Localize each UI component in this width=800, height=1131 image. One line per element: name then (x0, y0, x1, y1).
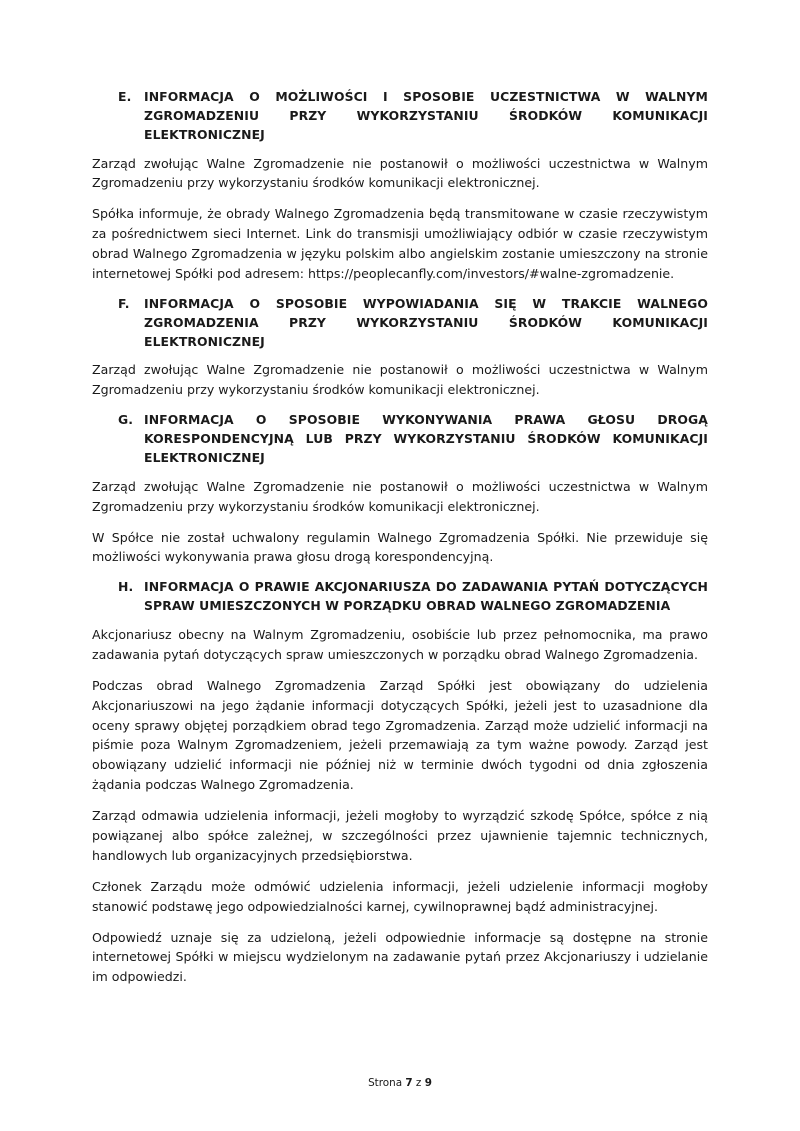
section-heading-g (92, 411, 708, 468)
section-heading-h (92, 578, 708, 616)
section-title-f: INFORMACJA O SPOSOBIE WYPOWIADANIA SIĘ W TRAKCIE WALNEGO ZGROMADZENIA PRZY WYKORZYSTANIU ŚRODKÓW KOMUNIKACJI ELEKTRONICZNEJ (144, 295, 708, 349)
paragraph-g-1: Zarząd zwołując Walne Zgromadzenie nie postanowił o możliwości uczestnictwa w Walnym Zgromadzeniu przy wykorzystaniu środków komunikacji elektronicznej. (92, 478, 708, 514)
footer-total-pages: 9 (424, 1077, 432, 1089)
section-heading-f (92, 295, 708, 352)
section-letter-h: H. (118, 579, 134, 595)
section-heading-e (92, 88, 708, 145)
footer-current-page: 7 (405, 1077, 413, 1089)
footer-separator: z (412, 1077, 425, 1089)
footer-prefix: Strona (368, 1077, 406, 1089)
section-letter-f: F. (118, 295, 130, 311)
paragraph-f-1: Zarząd zwołując Walne Zgromadzenie nie postanowił o możliwości uczestnictwa w Walnym Zgromadzeniu przy wykorzystaniu środków komunikacji elektronicznej. (92, 362, 708, 398)
paragraph-e-1: Zarząd zwołując Walne Zgromadzenie nie postanowił o możliwości uczestnictwa w Walnym Zgromadzeniu przy wykorzystaniu środków komunikacji elektronicznej. (92, 155, 708, 191)
paragraph-h-4: Członek Zarządu może odmówić udzielenia informacji, jeżeli udzielenie informacji mogłoby stanowić podstawę jego odpowiedzialności karnej, cywilnoprawnej bądź administracyjnej. (92, 878, 708, 914)
paragraph-h-2: Podczas obrad Walnego Zgromadzenia Zarząd Spółki jest obowiązany do udzielenia Akcjonariuszowi na jego żądanie informacji dotyczących Spółki, jeżeli jest to uzasadnione dla oceny sprawy objętej porządkiem obrad tego Zgromadzenia. Zarząd może udzielić informacji na piśmie poza Walnym Zgromadzeniem, jeżeli przemawiają za tym ważne powody. Zarząd jest obowiązany udzielić informacji nie później niż w terminie dwóch tygodni od dnia zgłoszenia żądania podczas Walnego Zgromadzenia. (92, 677, 708, 793)
section-letter-e: E. (118, 89, 132, 104)
paragraph-h-3: Zarząd odmawia udzielenia informacji, jeżeli mogłoby to wyrządzić szkodę Spółce, spółce z nią powiązanej albo spółce zależnej, w szczególności przez ujawnienie tajemnic technicznych, handlowych lub organizacyjnych przedsiębiorstwa. (92, 808, 708, 863)
document-body (92, 88, 708, 987)
paragraph-h-5: Odpowiedź uznaje się za udzieloną, jeżeli odpowiednie informacje są dostępne na stronie internetowej Spółki w miejscu wydzielonym na zadawanie pytań przez Akcjonariuszy i udzielanie im odpowiedzi. (92, 929, 708, 985)
paragraph-g-2: W Spółce nie został uchwalony regulamin Walnego Zgromadzenia Spółki. Nie przewiduje się możliwości wykonywania prawa głosu drogą korespondencyjną. (92, 529, 708, 565)
section-letter-g: G. (118, 412, 134, 428)
paragraph-h-1: Akcjonariusz obecny na Walnym Zgromadzeniu, osobiście lub przez pełnomocnika, ma prawo zadawania pytań dotyczących spraw umieszczonych w porządku obrad Walnego Zgromadzenia. (92, 626, 708, 662)
paragraph-e-2: Spółka informuje, że obrady Walnego Zgromadzenia będą transmitowane w czasie rzeczywistym za pośrednictwem sieci Internet. Link do transmisji umożliwiający odbiór w czasie rzeczywistym obrad Walnego Zgromadzenia w języku polskim albo angielskim zostanie umieszczony na stronie internetowej Spółki pod adresem: https://peoplecanfly.com/investors/#walne-zgromadzenie. (92, 206, 708, 281)
section-title-e: INFORMACJA O MOŻLIWOŚCI I SPOSOBIE UCZESTNICTWA W WALNYM ZGROMADZENIU PRZY WYKORZYSTANIU ŚRODKÓW KOMUNIKACJI ELEKTRONICZNEJ (144, 89, 708, 142)
section-title-g: INFORMACJA O SPOSOBIE WYKONYWANIA PRAWA GŁOSU DROGĄ KORESPONDENCYJNĄ LUB PRZY WYKORZYSTANIU ŚRODKÓW KOMUNIKACJI ELEKTRONICZNEJ (144, 412, 708, 465)
page-footer (0, 1077, 800, 1089)
section-title-h: INFORMACJA O PRAWIE AKCJONARIUSZA DO ZADAWANIA PYTAŃ DOTYCZĄCYCH SPRAW UMIESZCZONYCH W PORZĄDKU OBRAD WALNEGO ZGROMADZENIA (144, 579, 708, 614)
